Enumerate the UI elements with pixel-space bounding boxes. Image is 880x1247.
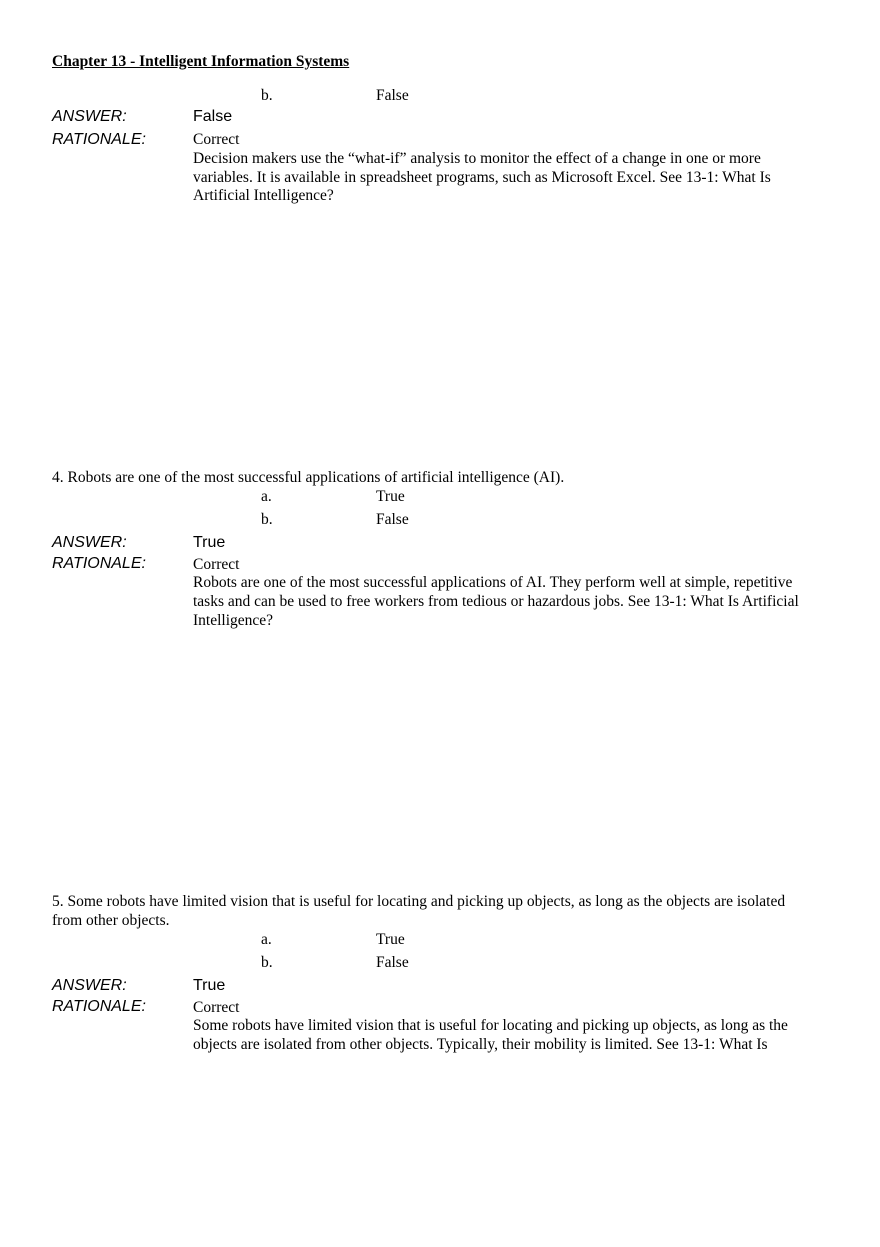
rationale-line: objects are isolated from other objects. Typically, their mobility is limited. See 13-1: What Is xyxy=(193,1036,768,1053)
option-b-letter: b. xyxy=(261,87,273,104)
answer-label: ANSWER: xyxy=(52,108,127,125)
rationale-label: RATIONALE: xyxy=(52,998,146,1015)
question-text: 5. Some robots have limited vision that is useful for locating and picking up objects, as long as the objects are isolated xyxy=(52,893,786,910)
rationale-line: Some robots have limited vision that is useful for locating and picking up objects, as long as the xyxy=(193,1017,788,1034)
option-a-letter: a. xyxy=(261,488,272,505)
rationale-verdict: Correct xyxy=(193,999,240,1016)
rationale-label: RATIONALE: xyxy=(52,131,146,148)
rationale-line: tasks and can be used to free workers from tedious or hazardous jobs. See 13-1: What Is Artificial xyxy=(193,593,799,610)
answer-label: ANSWER: xyxy=(52,534,127,551)
option-b-letter: b. xyxy=(261,511,273,528)
rationale-line: Artificial Intelligence? xyxy=(193,187,334,204)
rationale-line: variables. It is available in spreadsheet programs, such as Microsoft Excel. See 13-1: What Is xyxy=(193,169,771,186)
rationale-verdict: Correct xyxy=(193,556,240,573)
rationale-verdict: Correct xyxy=(193,131,240,148)
question-text: 4. Robots are one of the most successful applications of artificial intelligence (AI). xyxy=(52,469,565,486)
rationale-line: Intelligence? xyxy=(193,612,274,629)
answer-value: False xyxy=(193,108,233,125)
option-a-text: True xyxy=(376,931,405,948)
option-b-letter: b. xyxy=(261,954,273,971)
page-title: Chapter 13 - Intelligent Information Systems xyxy=(52,53,350,70)
answer-label: ANSWER: xyxy=(52,977,127,994)
question-text: from other objects. xyxy=(52,912,170,929)
answer-value: True xyxy=(193,534,226,551)
rationale-line: Decision makers use the “what-if” analysis to monitor the effect of a change in one or more xyxy=(193,150,761,167)
rationale-line: Robots are one of the most successful applications of AI. They perform well at simple, repetitive xyxy=(193,574,793,591)
option-a-text: True xyxy=(376,488,405,505)
rationale-label: RATIONALE: xyxy=(52,555,146,572)
option-b-text: False xyxy=(376,511,409,528)
option-a-letter: a. xyxy=(261,931,272,948)
option-b-text: False xyxy=(376,954,409,971)
answer-value: True xyxy=(193,977,226,994)
option-b-text: False xyxy=(376,87,409,104)
